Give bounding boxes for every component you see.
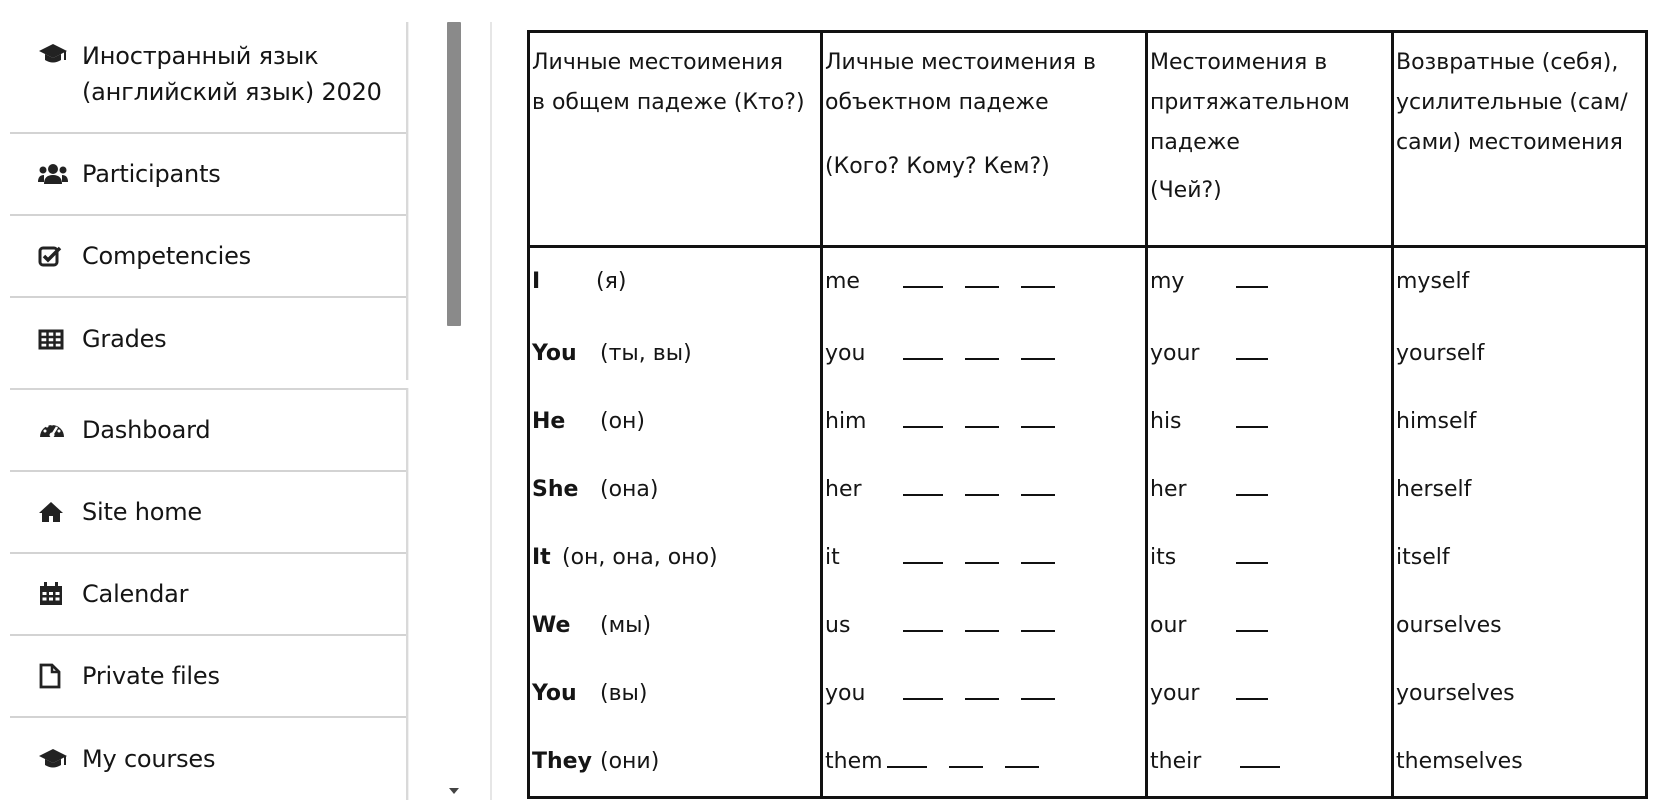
pronoun-translation: (я) — [596, 269, 627, 294]
reflexive-word: itself — [1396, 545, 1450, 570]
nav-group-site — [10, 388, 408, 800]
object-word: her — [825, 477, 862, 502]
reflexive-word: myself — [1396, 269, 1470, 294]
object-word: you — [825, 341, 866, 366]
course-title-line2: (английский язык) 2020 — [82, 78, 382, 106]
blank-line — [903, 476, 943, 496]
blank-line — [1236, 476, 1268, 496]
course-title-line1: Иностранный язык — [82, 42, 319, 70]
cell-subject — [529, 320, 822, 388]
pronoun-word: I — [532, 269, 541, 294]
nav-item-competencies[interactable] — [10, 216, 406, 298]
graduation-cap-icon — [38, 745, 72, 773]
blank-line — [965, 680, 999, 700]
pronoun-rows — [529, 247, 1647, 798]
possessive-word: her — [1150, 477, 1187, 502]
pronoun-word: It — [532, 545, 551, 570]
table-row — [529, 524, 1647, 592]
cell-subject — [529, 592, 822, 660]
header-line: Личные местоимения — [532, 50, 783, 75]
pronoun-translation: (мы) — [600, 613, 652, 638]
cell-subject — [529, 524, 822, 592]
possessive-word: our — [1150, 613, 1187, 638]
cell-reflexive — [1393, 247, 1647, 321]
header-line: усилительные (сам/ — [1396, 90, 1628, 115]
pronoun-word: You — [532, 341, 577, 366]
sidebar-scrollbar-thumb[interactable] — [447, 22, 461, 326]
cell-subject — [529, 660, 822, 728]
pronoun-translation: (ты, вы) — [600, 341, 692, 366]
cell-reflexive — [1393, 456, 1647, 524]
blank-line — [903, 408, 943, 428]
reflexive-word: yourself — [1396, 341, 1485, 366]
header-reflexive — [1393, 32, 1647, 247]
blank-line — [1236, 268, 1268, 288]
header-line: в общем падеже (Кто?) — [532, 90, 805, 115]
table-row — [529, 388, 1647, 456]
cell-possessive — [1147, 592, 1393, 660]
reflexive-word: themselves — [1396, 749, 1523, 774]
cell-object — [822, 388, 1147, 456]
reflexive-word: yourselves — [1396, 681, 1515, 706]
header-line: Местоимения в — [1150, 50, 1328, 75]
scroll-down-arrow-icon[interactable] — [449, 788, 459, 794]
cell-possessive — [1147, 524, 1393, 592]
nav-label-my-courses: My courses — [82, 745, 216, 773]
table-header-row — [529, 32, 1647, 247]
blank-line — [1021, 612, 1055, 632]
object-word: him — [825, 409, 867, 434]
header-spacer — [825, 123, 1145, 147]
cell-subject — [529, 388, 822, 456]
reflexive-word: himself — [1396, 409, 1477, 434]
blank-line — [1021, 340, 1055, 360]
nav-item-course[interactable] — [10, 22, 406, 134]
table-row — [529, 728, 1647, 798]
nav-item-private-files[interactable] — [10, 636, 406, 718]
table-icon — [38, 325, 72, 353]
nav-label-grades: Grades — [82, 325, 167, 353]
nav-label-site-home: Site home — [82, 498, 202, 526]
blank-line — [887, 748, 927, 768]
header-possessive — [1147, 32, 1393, 247]
possessive-word: their — [1150, 749, 1202, 774]
blank-line — [965, 268, 999, 288]
nav-label-private-files: Private files — [82, 662, 220, 690]
blank-line — [965, 340, 999, 360]
graduation-cap-icon — [38, 40, 72, 68]
cell-possessive — [1147, 247, 1393, 321]
header-line: притяжательном — [1150, 90, 1350, 115]
file-icon — [38, 662, 72, 690]
cell-object — [822, 660, 1147, 728]
object-word: you — [825, 681, 866, 706]
content-divider — [490, 22, 492, 800]
cell-object — [822, 320, 1147, 388]
object-word: us — [825, 613, 851, 638]
blank-line — [1236, 544, 1268, 564]
header-line: Личные местоимения в — [825, 50, 1096, 75]
header-line: (Кого? Кому? Кем?) — [825, 154, 1050, 179]
cell-possessive — [1147, 388, 1393, 456]
header-personal-subject — [529, 32, 822, 247]
header-line: сами) местоимения — [1396, 130, 1623, 155]
nav-drawer — [10, 22, 408, 800]
calendar-icon — [38, 580, 72, 608]
cell-reflexive — [1393, 388, 1647, 456]
cell-object — [822, 247, 1147, 321]
cell-possessive — [1147, 320, 1393, 388]
nav-item-site-home[interactable] — [10, 472, 406, 554]
nav-item-my-courses[interactable] — [10, 718, 406, 800]
blank-line — [1236, 408, 1268, 428]
nav-label-participants: Participants — [82, 160, 221, 188]
possessive-word: his — [1150, 409, 1182, 434]
cell-possessive — [1147, 456, 1393, 524]
blank-line — [1236, 612, 1268, 632]
nav-item-dashboard[interactable] — [10, 390, 406, 472]
pronoun-word: You — [532, 681, 577, 706]
cell-reflexive — [1393, 660, 1647, 728]
blank-line — [965, 612, 999, 632]
cell-object — [822, 524, 1147, 592]
pronoun-translation: (он) — [600, 409, 646, 434]
header-line: падеже — [1150, 130, 1240, 155]
cell-object — [822, 592, 1147, 660]
pronoun-table — [527, 30, 1648, 799]
table-row — [529, 320, 1647, 388]
cell-reflexive — [1393, 524, 1647, 592]
nav-group-course — [10, 22, 408, 380]
pronoun-word: They — [532, 749, 592, 774]
users-icon — [38, 160, 72, 188]
pronoun-translation: (вы) — [600, 681, 648, 706]
pronoun-translation: (они) — [600, 749, 660, 774]
header-personal-object — [822, 32, 1147, 247]
nav-item-grades[interactable] — [10, 298, 406, 380]
cell-possessive — [1147, 660, 1393, 728]
header-line: (Чей?) — [1150, 178, 1222, 203]
checkbox-icon — [38, 242, 72, 270]
nav-label-dashboard: Dashboard — [82, 416, 211, 444]
possessive-word: your — [1150, 681, 1200, 706]
blank-line — [1021, 408, 1055, 428]
table-row — [529, 660, 1647, 728]
table-row — [529, 456, 1647, 524]
home-icon — [38, 498, 72, 526]
reflexive-word: ourselves — [1396, 613, 1502, 638]
cell-subject — [529, 728, 822, 798]
pronoun-word: We — [532, 613, 571, 638]
nav-label-competencies: Competencies — [82, 242, 251, 270]
object-word: it — [825, 545, 840, 570]
blank-line — [965, 544, 999, 564]
table-row — [529, 247, 1647, 321]
blank-line — [965, 476, 999, 496]
object-word: me — [825, 269, 860, 294]
pronoun-translation: (он, она, оно) — [562, 545, 718, 570]
pronoun-word: He — [532, 409, 566, 434]
header-line: Возвратные (себя), — [1396, 50, 1619, 75]
cell-reflexive — [1393, 320, 1647, 388]
nav-label-calendar: Calendar — [82, 580, 189, 608]
object-word: them — [825, 749, 883, 774]
blank-line — [1021, 476, 1055, 496]
blank-line — [965, 408, 999, 428]
blank-line — [1236, 340, 1268, 360]
dashboard-icon — [38, 416, 72, 444]
blank-line — [1005, 748, 1039, 768]
blank-line — [903, 612, 943, 632]
possessive-word: its — [1150, 545, 1177, 570]
blank-line — [949, 748, 983, 768]
reflexive-word: herself — [1396, 477, 1472, 502]
cell-object — [822, 456, 1147, 524]
pronoun-word: She — [532, 477, 579, 502]
nav-item-calendar[interactable] — [10, 554, 406, 636]
blank-line — [1021, 268, 1055, 288]
cell-reflexive — [1393, 728, 1647, 798]
possessive-word: your — [1150, 341, 1200, 366]
cell-possessive — [1147, 728, 1393, 798]
cell-subject — [529, 247, 822, 321]
blank-line — [903, 340, 943, 360]
nav-item-participants[interactable] — [10, 134, 406, 216]
possessive-word: my — [1150, 269, 1185, 294]
blank-line — [1021, 544, 1055, 564]
table-row — [529, 592, 1647, 660]
blank-line — [1021, 680, 1055, 700]
blank-line — [1240, 748, 1280, 768]
cell-object — [822, 728, 1147, 798]
blank-line — [903, 268, 943, 288]
cell-reflexive — [1393, 592, 1647, 660]
pronoun-translation: (она) — [600, 477, 659, 502]
blank-line — [1236, 680, 1268, 700]
cell-subject — [529, 456, 822, 524]
blank-line — [903, 680, 943, 700]
blank-line — [903, 544, 943, 564]
header-line: объектном падеже — [825, 90, 1049, 115]
